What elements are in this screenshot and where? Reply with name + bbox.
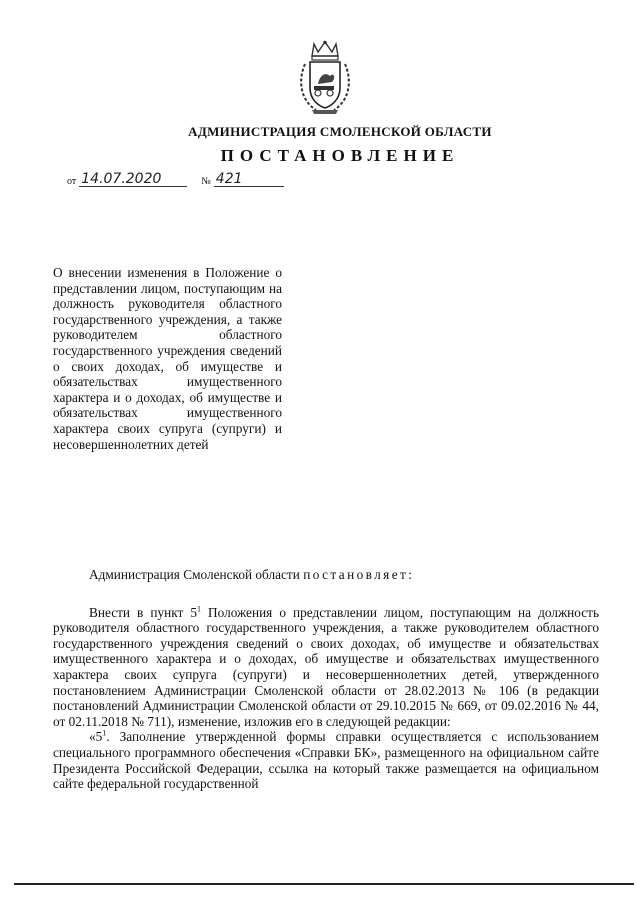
decree-word: постановляет: <box>303 567 415 582</box>
resolution-title-text: О внесении изменения в Положение о представлении лицом, поступающим на должность руководителя областного государственного учреждения, а также руководителем областного государственного учреждения сведений о своих доходах, об имуществе и обязательствах имущественного характера и о доходах, об имуществе и обязательствах имущественного характера своих супруга (супруги) и несовершеннолетних детей <box>53 265 282 452</box>
paragraph-main-rest: Положения о представлении лицом, поступающим на должность руководителя областного государственного учреждения, а также руководителем областного государственного учреждения сведений о своих доходах, об имуществе и обязательствах имущественного характера и о доходах, об имуществе и обязательствах имущественного характера своих супруга (супруги) и несовершеннолетних детей, утвержденного постановлением Администрации Смоленской области от 28.02.2013 № 106 (в редакции постановлений Администрации Смоленской области от 29.10.2015 № 669, от 09.02.2016 № 44, от 02.11.2018 № 711), изменение, изложив его в следующей редакции: <box>53 604 600 729</box>
paragraph-quoted-superscript: 1 <box>102 728 107 738</box>
paragraph-quoted-rest: . Заполнение утвержденной формы справки осуществляется с использованием специального программного обеспечения «Справки БК», размещенного на официальном сайте Президента Российской Федерации, ссылка на который также размещается на официальном сайте федеральной государственной <box>53 729 599 792</box>
document-body <box>53 567 599 792</box>
paragraph-main <box>53 605 599 730</box>
paragraph-main-superscript: 1 <box>197 604 201 614</box>
date-number-line <box>64 172 284 192</box>
footer-rule <box>14 883 634 885</box>
number-value: 421 <box>214 172 284 187</box>
paragraph-main-start: Внести в пункт 5 <box>89 604 197 620</box>
organization-name: АДМИНИСТРАЦИЯ СМОЛЕНСКОЙ ОБЛАСТИ <box>188 124 492 139</box>
paragraph-quoted-start: «5 <box>89 729 103 745</box>
decree-prefix: Администрация Смоленской области <box>89 567 300 582</box>
resolution-title <box>53 265 282 452</box>
date-value: 14.07.2020 <box>79 172 187 187</box>
number-label: № <box>201 176 211 187</box>
document-type: ПОСТАНОВЛЕНИЕ <box>220 146 460 165</box>
date-label: от <box>67 176 77 187</box>
decree-line <box>53 567 599 583</box>
paragraph-quoted <box>53 729 599 791</box>
coat-of-arms-emblem <box>296 40 354 116</box>
